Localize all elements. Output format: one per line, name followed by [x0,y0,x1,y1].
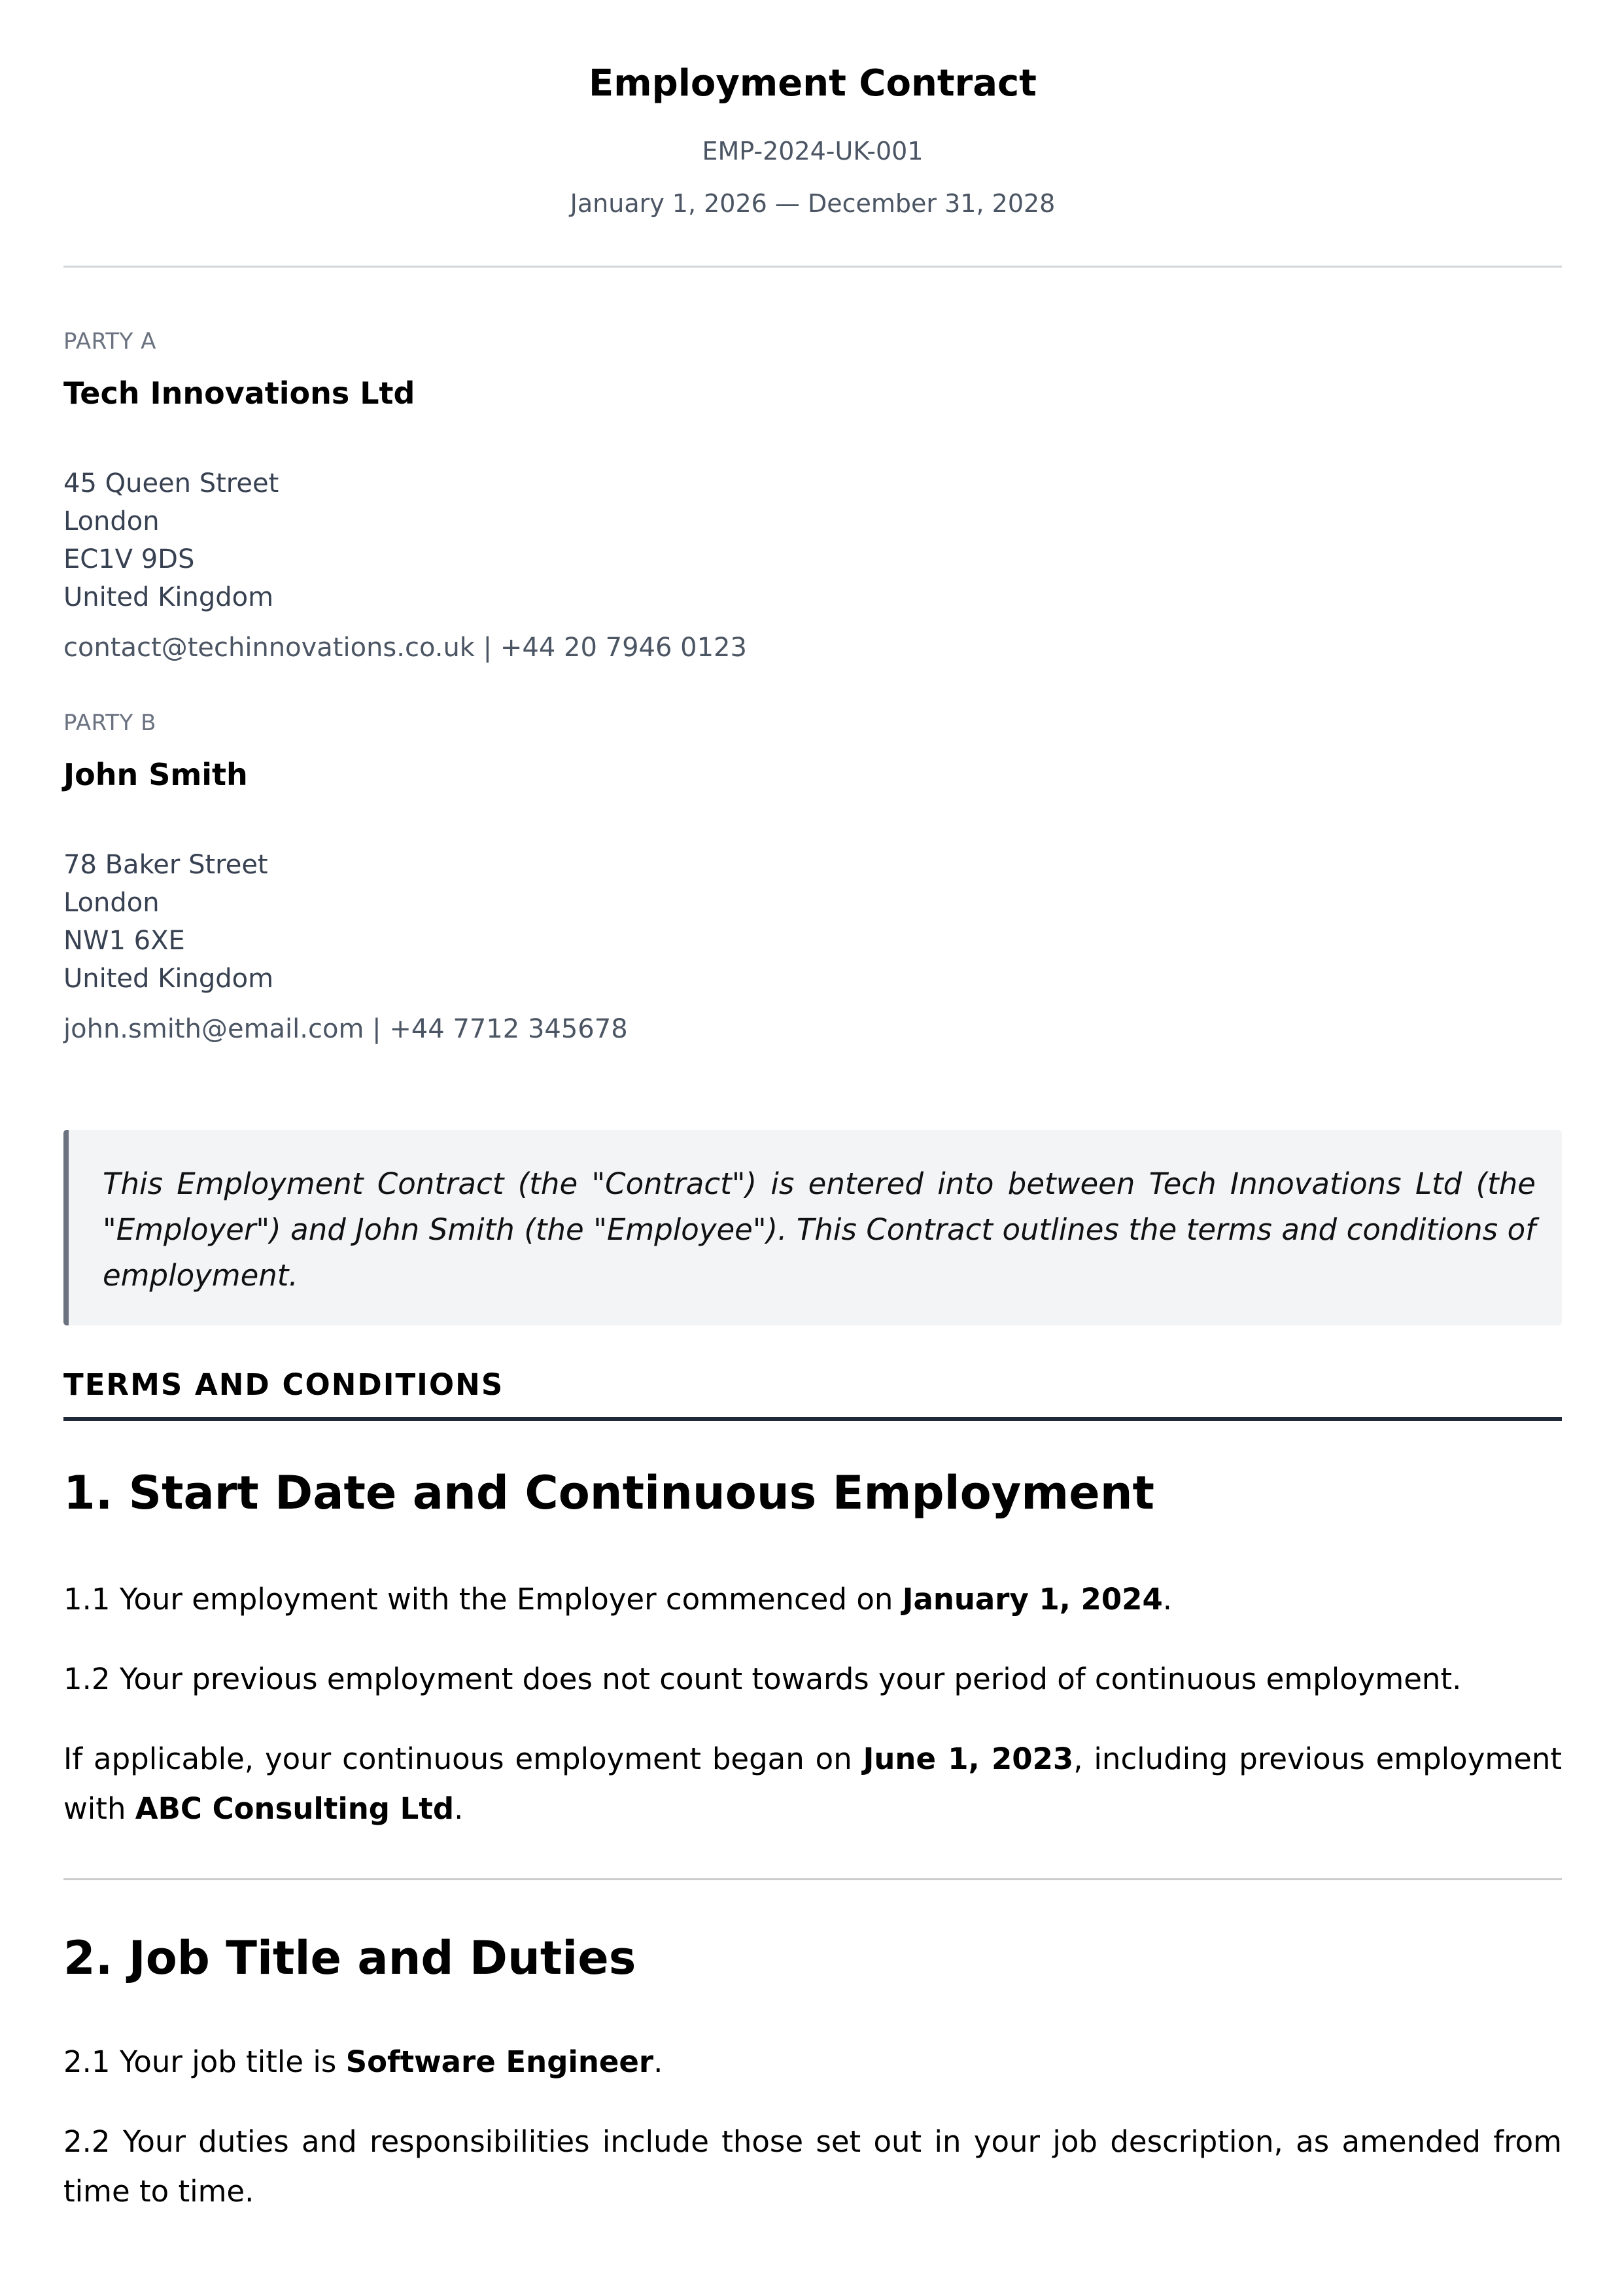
intro-callout [63,1130,1562,1325]
address-line: 78 Baker Street [63,850,268,880]
terms-heading: TERMS AND CONDITIONS [63,1367,504,1402]
clause-text: 1.1 Your employment with the Employer commenced on [63,1582,903,1617]
clause-2-1 [63,2037,1562,2087]
party-b-label: PARTY B [63,710,156,736]
header-divider [63,266,1562,268]
address-line: 45 Queen Street [63,468,279,499]
previous-employer: ABC Consulting Ltd [135,1791,455,1826]
party-a-contact: contact@techinnovations.co.uk | +44 20 7946 0123 [63,633,747,663]
clause-1-2: 1.2 Your previous employment does not count towards your period of continuous employment. [63,1662,1462,1696]
section-1-heading: 1. Start Date and Continuous Employment [63,1466,1155,1520]
clause-text: . [454,1791,464,1826]
intro-text: This Employment Contract (the "Contract") is entered into between Tech Innovations Ltd (the "Employer") and John Smith (the "Employee"). This Contract outlines the terms and conditions of employment. [103,1166,1536,1293]
clause-text: . [1162,1582,1173,1617]
party-b-contact: john.smith@email.com | +44 7712 345678 [63,1014,628,1044]
clause-text: 2.1 Your job title is [63,2044,346,2079]
job-title: Software Engineer [345,2044,654,2079]
continuous-employment-clause [63,1734,1562,1834]
address-line: NW1 6XE [63,926,185,956]
section-divider [63,1878,1562,1880]
clause-text: , including previous employment with [63,1742,1563,1826]
document-title: Employment Contract [589,62,1037,105]
address-line: London [63,506,160,536]
clause-text: If applicable, your continuous employment began on [63,1742,863,1776]
address-line: United Kingdom [63,964,274,994]
party-b-name: John Smith [63,757,248,792]
clause-text: . [653,2044,663,2079]
party-a-address [63,464,279,616]
continuous-start-date: June 1, 2023 [863,1742,1074,1776]
party-b-address [63,846,273,998]
terms-divider [63,1417,1562,1421]
address-line: London [63,888,160,918]
clause-2-2: 2.2 Your duties and responsibilities include those set out in your job description, as amended from time to time. [63,2124,1562,2209]
document-id: EMP-2024-UK-001 [702,137,924,166]
address-line: United Kingdom [63,582,274,612]
party-a-name: Tech Innovations Ltd [63,376,415,411]
clause-1-1 [63,1575,1562,1624]
start-date: January 1, 2024 [902,1582,1163,1617]
section-2-heading: 2. Job Title and Duties [63,1931,636,1985]
party-a-label: PARTY A [63,328,156,355]
address-line: EC1V 9DS [63,544,195,574]
contract-period: January 1, 2026 — December 31, 2028 [570,189,1056,218]
